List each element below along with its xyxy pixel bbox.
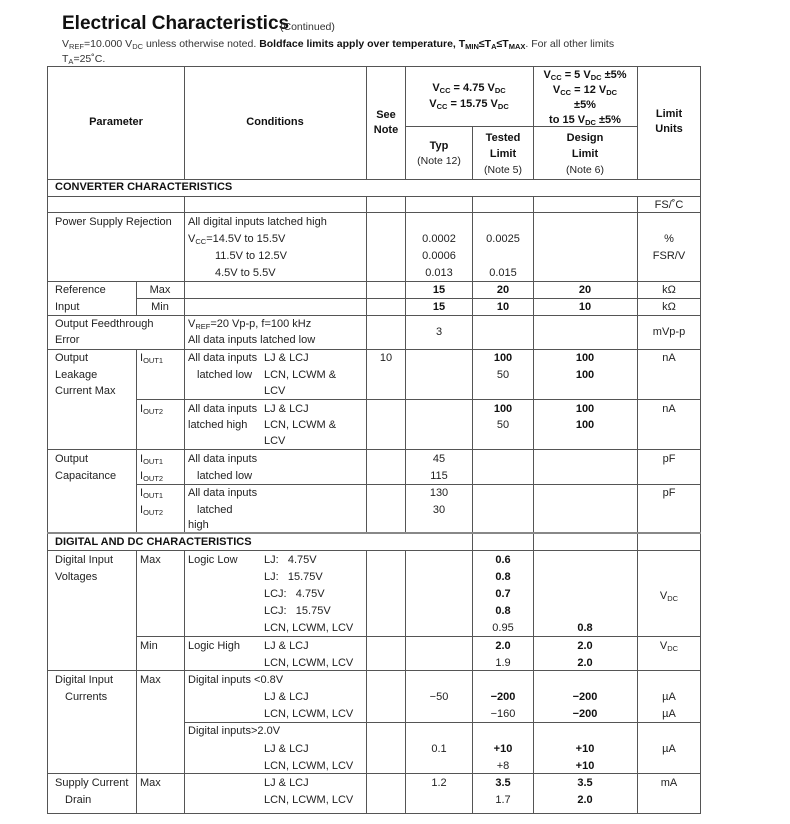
header-see-note: See: [376, 109, 396, 121]
table-border-bottom: [47, 813, 701, 814]
col-divider: [533, 66, 534, 179]
header-bottom: [47, 179, 701, 180]
row-divider: [47, 349, 701, 350]
row-divider: [47, 281, 701, 282]
row-divider: [136, 399, 701, 400]
section-digital: DIGITAL AND DC CHARACTERISTICS: [55, 536, 252, 548]
header-typ: Typ: [429, 140, 449, 152]
header-conditions: Conditions: [246, 116, 304, 128]
section-converter: CONVERTER CHARACTERISTICS: [55, 181, 233, 193]
header-limit-units: Limit: [655, 108, 683, 120]
col-divider: [184, 550, 185, 814]
row-divider: [47, 532, 701, 534]
col-divider: [366, 66, 367, 179]
col-divider: [366, 196, 367, 532]
col-divider: [405, 66, 406, 179]
header-parameter: Parameter: [89, 116, 143, 128]
row-divider: [47, 773, 701, 774]
row-divider: [47, 315, 701, 316]
page-title: Electrical Characteristics: [62, 13, 290, 34]
col-divider: [136, 550, 137, 814]
row-divider: [47, 449, 701, 450]
header-tested-limit: Tested: [485, 132, 521, 144]
header-design-limit: Design: [566, 132, 604, 144]
header-vcc-group2: $V_{CC} = 5$ $V_{DC} \pm 5\%$: [543, 69, 627, 82]
row-divider: [136, 484, 701, 485]
col-divider: [405, 196, 406, 532]
row-divider: [47, 196, 701, 197]
row-divider: [136, 636, 701, 637]
col-divider: [184, 196, 185, 532]
title-suffix: (Continued): [280, 21, 335, 33]
table-border-top: [47, 66, 701, 67]
row-divider: [184, 722, 701, 723]
col-divider: [405, 550, 406, 814]
row-divider: [47, 212, 701, 213]
col-divider: [366, 550, 367, 814]
header-vcc-group1: $V_{CC} = 4.75$ $V_{DC}$: [432, 82, 506, 95]
row-divider: [47, 670, 701, 671]
row-divider: [136, 298, 701, 299]
col-divider: [136, 349, 137, 532]
col-divider: [637, 66, 638, 179]
unit-fs: FS/˚C: [654, 199, 684, 211]
conditions-note: $V_{REF}=10.000$ $V_{DC}$ unless otherwise noted. Boldface limits apply over temperature, $T_{MIN}\le T_A\le T_{MAX}$. For all other limits $T_A=25˚C$.: [62, 38, 615, 66]
col-divider: [184, 66, 185, 179]
row-divider: [47, 550, 701, 551]
col-divider: [472, 126, 473, 179]
